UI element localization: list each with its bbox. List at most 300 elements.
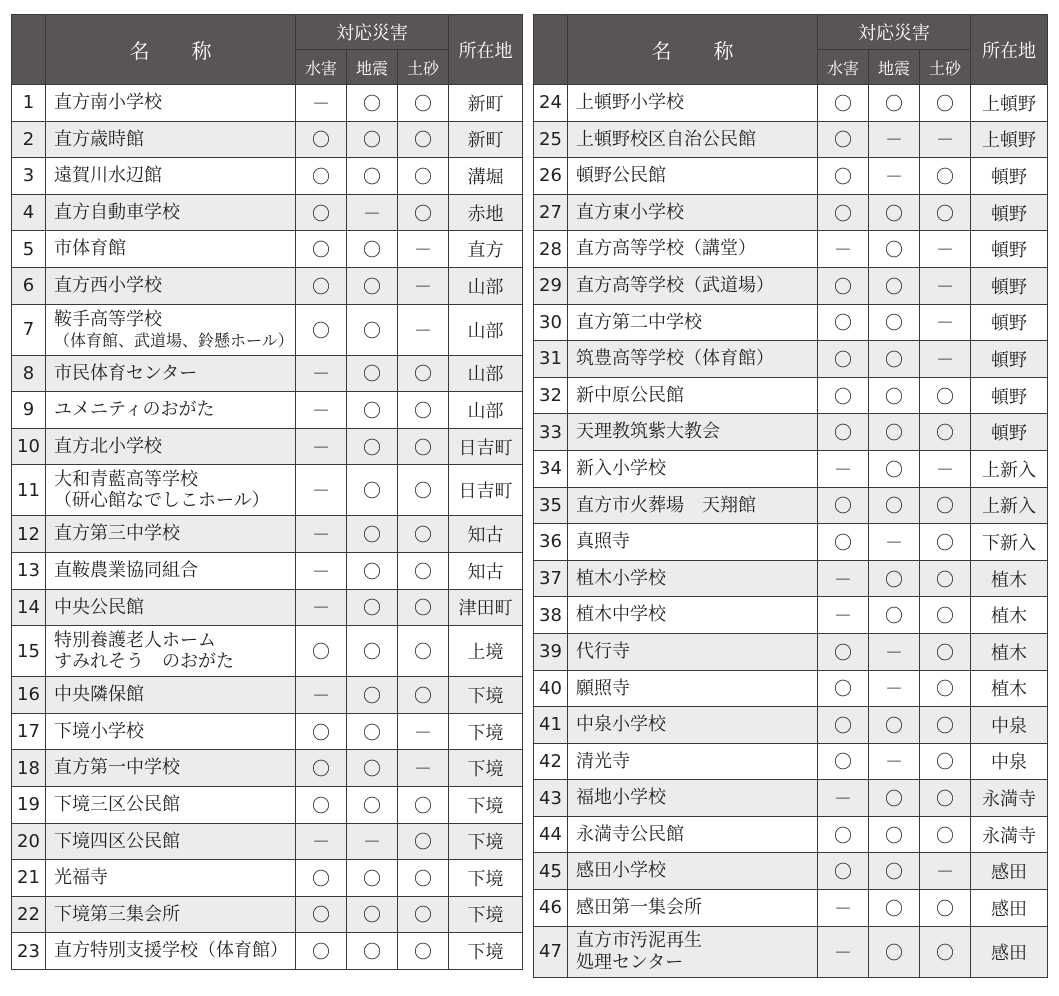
table-row: [12, 194, 523, 231]
location: 上新入: [971, 450, 1048, 487]
header-flood: 水害: [818, 50, 869, 85]
facility-name: [46, 355, 296, 392]
location: 上新入: [971, 487, 1048, 524]
location: 頓野: [971, 194, 1048, 231]
row-number: 1: [12, 85, 46, 122]
location: 上頓野: [971, 121, 1048, 158]
row-number: 25: [534, 121, 568, 158]
location: 頓野: [971, 377, 1048, 414]
flood-mark: 〇: [296, 786, 347, 823]
facility-name: [568, 231, 818, 268]
facility-name: [46, 933, 296, 970]
earthquake-mark: 〇: [869, 780, 920, 817]
flood-mark: 〇: [296, 860, 347, 897]
location: 感田: [971, 853, 1048, 890]
flood-mark: －: [296, 85, 347, 122]
facility-name-line1: 直方歳時館: [54, 128, 144, 150]
row-number: 8: [12, 355, 46, 392]
location: 日吉町: [449, 428, 523, 465]
facility-name-line1: 永満寺公民館: [576, 823, 684, 845]
table-row: [534, 560, 1048, 597]
row-number: 6: [12, 267, 46, 304]
facility-name: [568, 707, 818, 744]
row-number: 2: [12, 121, 46, 158]
facility-name-line1: 直方北小学校: [54, 435, 162, 457]
facility-name: [568, 743, 818, 780]
earthquake-mark: 〇: [869, 560, 920, 597]
row-number: 43: [534, 780, 568, 817]
flood-mark: －: [818, 890, 869, 927]
row-number: 14: [12, 589, 46, 626]
facility-name-line1: 中央公民館: [54, 596, 144, 618]
flood-mark: －: [296, 552, 347, 589]
location: 植木: [971, 560, 1048, 597]
facility-name-line1: 植木中学校: [576, 604, 666, 626]
row-number: 36: [534, 524, 568, 561]
table-row: [12, 85, 523, 122]
table-row: [12, 823, 523, 860]
location: 下境: [449, 750, 523, 787]
landslide-mark: 〇: [398, 823, 449, 860]
location: 下境: [449, 896, 523, 933]
facility-name: [568, 633, 818, 670]
row-number: 9: [12, 392, 46, 429]
row-number: 16: [12, 677, 46, 714]
earthquake-mark: 〇: [869, 85, 920, 122]
row-number: 29: [534, 267, 568, 304]
earthquake-mark: －: [869, 121, 920, 158]
location: 山部: [449, 392, 523, 429]
landslide-mark: 〇: [920, 597, 971, 634]
row-number: 26: [534, 158, 568, 195]
facility-name-line1: 上頓野校区自治公民館: [576, 128, 756, 150]
row-number: 37: [534, 560, 568, 597]
table-row: [534, 890, 1048, 927]
facility-name-line1: 大和青藍高等学校: [54, 468, 198, 490]
row-number: 44: [534, 816, 568, 853]
table-row: [534, 158, 1048, 195]
earthquake-mark: 〇: [347, 158, 398, 195]
location: 下境: [449, 933, 523, 970]
row-number: 28: [534, 231, 568, 268]
landslide-mark: 〇: [920, 816, 971, 853]
row-number: 33: [534, 414, 568, 451]
facility-name: [46, 392, 296, 429]
row-number: 13: [12, 552, 46, 589]
table-row: [12, 626, 523, 677]
earthquake-mark: 〇: [347, 589, 398, 626]
flood-mark: 〇: [818, 194, 869, 231]
flood-mark: 〇: [296, 750, 347, 787]
flood-mark: 〇: [818, 158, 869, 195]
flood-mark: 〇: [296, 626, 347, 677]
header-number: [534, 15, 568, 85]
landslide-mark: 〇: [920, 707, 971, 744]
location: 下新入: [971, 524, 1048, 561]
location: 下境: [449, 786, 523, 823]
table-row: [12, 896, 523, 933]
flood-mark: 〇: [296, 158, 347, 195]
facility-name-line1: 遠賀川水辺館: [54, 165, 162, 187]
facility-name: [568, 85, 818, 122]
facility-name: [46, 713, 296, 750]
table-row: [534, 194, 1048, 231]
earthquake-mark: 〇: [869, 414, 920, 451]
row-number: 10: [12, 428, 46, 465]
location: 頓野: [971, 414, 1048, 451]
header-number: [12, 15, 46, 85]
facility-name: [568, 414, 818, 451]
flood-mark: 〇: [296, 933, 347, 970]
earthquake-mark: 〇: [869, 377, 920, 414]
facility-name-line1: 代行寺: [576, 640, 630, 662]
earthquake-mark: 〇: [869, 267, 920, 304]
earthquake-mark: 〇: [347, 713, 398, 750]
facility-name-line1: 清光寺: [576, 750, 630, 772]
facility-name-line1: 感田第一集会所: [576, 897, 702, 919]
row-number: 18: [12, 750, 46, 787]
landslide-mark: 〇: [398, 465, 449, 516]
flood-mark: －: [296, 392, 347, 429]
facility-name: [568, 194, 818, 231]
table-row: [12, 304, 523, 355]
row-number: 15: [12, 626, 46, 677]
earthquake-mark: 〇: [347, 304, 398, 355]
header-flood: 水害: [296, 50, 347, 85]
facility-name-line1: 直方第二中学校: [576, 311, 702, 333]
facility-name: [568, 560, 818, 597]
location: 上頓野: [971, 85, 1048, 122]
header-landslide: 土砂: [920, 50, 971, 85]
facility-name-line1: 直方高等学校（講堂）: [576, 238, 756, 260]
facility-name: [46, 677, 296, 714]
facility-name: [46, 750, 296, 787]
facility-name: [568, 890, 818, 927]
facility-name: [46, 896, 296, 933]
table-row: [534, 780, 1048, 817]
facility-name-line1: 直鞍農業協同組合: [54, 559, 198, 581]
row-number: 31: [534, 341, 568, 378]
flood-mark: 〇: [818, 853, 869, 890]
earthquake-mark: 〇: [347, 786, 398, 823]
facility-name-line1: 市民体育センター: [54, 362, 198, 384]
location: 上境: [449, 626, 523, 677]
table-row: [534, 597, 1048, 634]
table-row: [534, 377, 1048, 414]
header-earthquake: 地震: [347, 50, 398, 85]
header-location: 所在地: [449, 15, 523, 85]
flood-mark: －: [818, 231, 869, 268]
facility-name: [568, 524, 818, 561]
facility-name-line1: 直方第一中学校: [54, 757, 180, 779]
landslide-mark: －: [920, 341, 971, 378]
facility-name-line1: 筑豊高等学校（体育館）: [576, 348, 774, 370]
landslide-mark: 〇: [398, 121, 449, 158]
row-number: 7: [12, 304, 46, 355]
flood-mark: －: [818, 780, 869, 817]
landslide-mark: 〇: [398, 194, 449, 231]
flood-mark: 〇: [818, 414, 869, 451]
facility-name-line2: 処理センター: [576, 951, 684, 973]
table-row: [12, 428, 523, 465]
location: 植木: [971, 633, 1048, 670]
row-number: 38: [534, 597, 568, 634]
facility-name-line1: 直方第三中学校: [54, 523, 180, 545]
table-row: [534, 670, 1048, 707]
row-number: 3: [12, 158, 46, 195]
flood-mark: 〇: [818, 816, 869, 853]
table-row: [12, 392, 523, 429]
flood-mark: 〇: [296, 896, 347, 933]
location: 下境: [449, 677, 523, 714]
location: 頓野: [971, 231, 1048, 268]
landslide-mark: －: [920, 853, 971, 890]
row-number: 35: [534, 487, 568, 524]
landslide-mark: －: [398, 231, 449, 268]
flood-mark: 〇: [296, 267, 347, 304]
landslide-mark: 〇: [920, 487, 971, 524]
flood-mark: 〇: [818, 304, 869, 341]
flood-mark: 〇: [818, 633, 869, 670]
earthquake-mark: 〇: [347, 933, 398, 970]
earthquake-mark: 〇: [347, 626, 398, 677]
flood-mark: 〇: [296, 121, 347, 158]
facility-name-line1: ユメニティのおがた: [54, 399, 215, 421]
flood-mark: －: [296, 516, 347, 553]
row-number: 17: [12, 713, 46, 750]
facility-name-line1: 直方市火葬場 天翔館: [576, 494, 756, 516]
landslide-mark: －: [920, 450, 971, 487]
table-row: [12, 860, 523, 897]
location: 知古: [449, 516, 523, 553]
facility-name-line1: 直方市汚泥再生: [576, 930, 702, 952]
location: 新町: [449, 85, 523, 122]
facility-name-line1: 下境小学校: [54, 720, 144, 742]
earthquake-mark: 〇: [869, 853, 920, 890]
facility-name: [46, 860, 296, 897]
location: 中泉: [971, 707, 1048, 744]
location: 下境: [449, 713, 523, 750]
table-row: [12, 677, 523, 714]
table-row: [534, 85, 1048, 122]
table-row: [534, 633, 1048, 670]
flood-mark: －: [296, 589, 347, 626]
earthquake-mark: 〇: [347, 677, 398, 714]
landslide-mark: 〇: [920, 926, 971, 977]
facility-name-line1: 特別養護老人ホーム: [54, 629, 216, 651]
earthquake-mark: 〇: [347, 896, 398, 933]
header-earthquake: 地震: [869, 50, 920, 85]
landslide-mark: －: [920, 267, 971, 304]
landslide-mark: 〇: [398, 860, 449, 897]
location: 日吉町: [449, 465, 523, 516]
row-number: 12: [12, 516, 46, 553]
table-row: [12, 267, 523, 304]
facility-name: [568, 304, 818, 341]
earthquake-mark: 〇: [347, 231, 398, 268]
facility-name: [46, 158, 296, 195]
earthquake-mark: 〇: [347, 516, 398, 553]
facility-name: [46, 465, 296, 516]
facility-name: [46, 428, 296, 465]
landslide-mark: 〇: [398, 85, 449, 122]
landslide-mark: 〇: [920, 377, 971, 414]
facility-name-line2: （研心館なでしこホール）: [54, 490, 270, 512]
earthquake-mark: 〇: [869, 341, 920, 378]
location: 赤地: [449, 194, 523, 231]
flood-mark: 〇: [818, 487, 869, 524]
facility-name-line1: 新中原公民館: [576, 384, 684, 406]
table-row: [534, 487, 1048, 524]
landslide-mark: 〇: [398, 933, 449, 970]
facility-name-line1: 福地小学校: [576, 787, 666, 809]
earthquake-mark: －: [869, 633, 920, 670]
facility-name: [568, 267, 818, 304]
table-row: [534, 267, 1048, 304]
earthquake-mark: －: [347, 823, 398, 860]
shelter-table-right: [533, 14, 1048, 978]
facility-name-line1: 直方特別支援学校（体育館）: [54, 940, 288, 962]
table-row: [12, 552, 523, 589]
row-number: 22: [12, 896, 46, 933]
facility-name: [568, 487, 818, 524]
earthquake-mark: 〇: [347, 267, 398, 304]
table-row: [534, 231, 1048, 268]
earthquake-mark: 〇: [869, 597, 920, 634]
facility-name-line1: 中泉小学校: [576, 714, 666, 736]
header-disaster-group: 対応災害: [818, 15, 971, 50]
flood-mark: 〇: [818, 707, 869, 744]
location: 感田: [971, 926, 1048, 977]
facility-name-line1: 光福寺: [54, 867, 108, 889]
earthquake-mark: 〇: [869, 890, 920, 927]
table-row: [12, 121, 523, 158]
flood-mark: 〇: [818, 670, 869, 707]
table-row: [12, 589, 523, 626]
facility-name-line1: 天理教筑紫大教会: [576, 421, 720, 443]
flood-mark: 〇: [818, 743, 869, 780]
earthquake-mark: 〇: [869, 487, 920, 524]
landslide-mark: 〇: [398, 516, 449, 553]
facility-name-line1: 上頓野小学校: [576, 92, 684, 113]
facility-name: [46, 304, 296, 355]
row-number: 30: [534, 304, 568, 341]
flood-mark: 〇: [296, 231, 347, 268]
location: 下境: [449, 823, 523, 860]
location: 知古: [449, 552, 523, 589]
landslide-mark: 〇: [920, 780, 971, 817]
earthquake-mark: －: [869, 743, 920, 780]
table-row: [12, 158, 523, 195]
earthquake-mark: 〇: [347, 121, 398, 158]
location: 津田町: [449, 589, 523, 626]
landslide-mark: －: [398, 750, 449, 787]
facility-name: [568, 926, 818, 977]
table-row: [12, 750, 523, 787]
location: 感田: [971, 890, 1048, 927]
facility-name-line1: 直方高等学校（武道場）: [576, 274, 774, 296]
row-number: 5: [12, 231, 46, 268]
location: 頓野: [971, 158, 1048, 195]
facility-name-line1: 直方自動車学校: [54, 201, 180, 223]
facility-name-line1: 下境三区公民館: [54, 793, 180, 815]
landslide-mark: 〇: [398, 355, 449, 392]
landslide-mark: 〇: [920, 194, 971, 231]
facility-name: [46, 823, 296, 860]
table-row: [12, 231, 523, 268]
flood-mark: －: [296, 677, 347, 714]
table-row: [534, 816, 1048, 853]
landslide-mark: 〇: [398, 786, 449, 823]
row-number: 11: [12, 465, 46, 516]
earthquake-mark: 〇: [869, 304, 920, 341]
row-number: 46: [534, 890, 568, 927]
location: 植木: [971, 670, 1048, 707]
landslide-mark: 〇: [920, 670, 971, 707]
facility-name: [568, 670, 818, 707]
row-number: 20: [12, 823, 46, 860]
landslide-mark: 〇: [920, 85, 971, 122]
facility-name: [568, 780, 818, 817]
flood-mark: 〇: [818, 524, 869, 561]
landslide-mark: －: [398, 267, 449, 304]
flood-mark: －: [818, 450, 869, 487]
table-row: [534, 304, 1048, 341]
flood-mark: －: [296, 823, 347, 860]
facility-name: [46, 626, 296, 677]
flood-mark: 〇: [818, 121, 869, 158]
row-number: 40: [534, 670, 568, 707]
header-location: 所在地: [971, 15, 1048, 85]
flood-mark: 〇: [818, 85, 869, 122]
row-number: 4: [12, 194, 46, 231]
table-row: [534, 707, 1048, 744]
row-number: 27: [534, 194, 568, 231]
header-landslide: 土砂: [398, 50, 449, 85]
landslide-mark: 〇: [398, 896, 449, 933]
earthquake-mark: 〇: [347, 85, 398, 122]
flood-mark: 〇: [818, 377, 869, 414]
facility-name-line2: （体育館、武道場、鈴懸ホール）: [54, 330, 294, 350]
earthquake-mark: 〇: [347, 860, 398, 897]
table-row: [12, 786, 523, 823]
facility-name: [568, 377, 818, 414]
facility-name-line1: 直方南小学校: [54, 92, 162, 113]
landslide-mark: －: [398, 304, 449, 355]
flood-mark: －: [296, 428, 347, 465]
location: 中泉: [971, 743, 1048, 780]
facility-name: [568, 853, 818, 890]
location: 植木: [971, 597, 1048, 634]
landslide-mark: 〇: [398, 552, 449, 589]
location: 永満寺: [971, 816, 1048, 853]
landslide-mark: 〇: [920, 158, 971, 195]
table-row: [534, 853, 1048, 890]
header-name: 名称: [46, 15, 296, 85]
earthquake-mark: －: [869, 524, 920, 561]
earthquake-mark: 〇: [347, 465, 398, 516]
facility-name: [46, 231, 296, 268]
facility-name: [46, 85, 296, 122]
flood-mark: 〇: [296, 304, 347, 355]
facility-name-line1: 下境第三集会所: [54, 903, 180, 925]
location: 山部: [449, 304, 523, 355]
table-row: [534, 450, 1048, 487]
row-number: 23: [12, 933, 46, 970]
facility-name-line1: 鞍手高等学校: [54, 309, 162, 331]
table-row: [12, 465, 523, 516]
facility-name-line1: 頓野公民館: [576, 165, 666, 187]
